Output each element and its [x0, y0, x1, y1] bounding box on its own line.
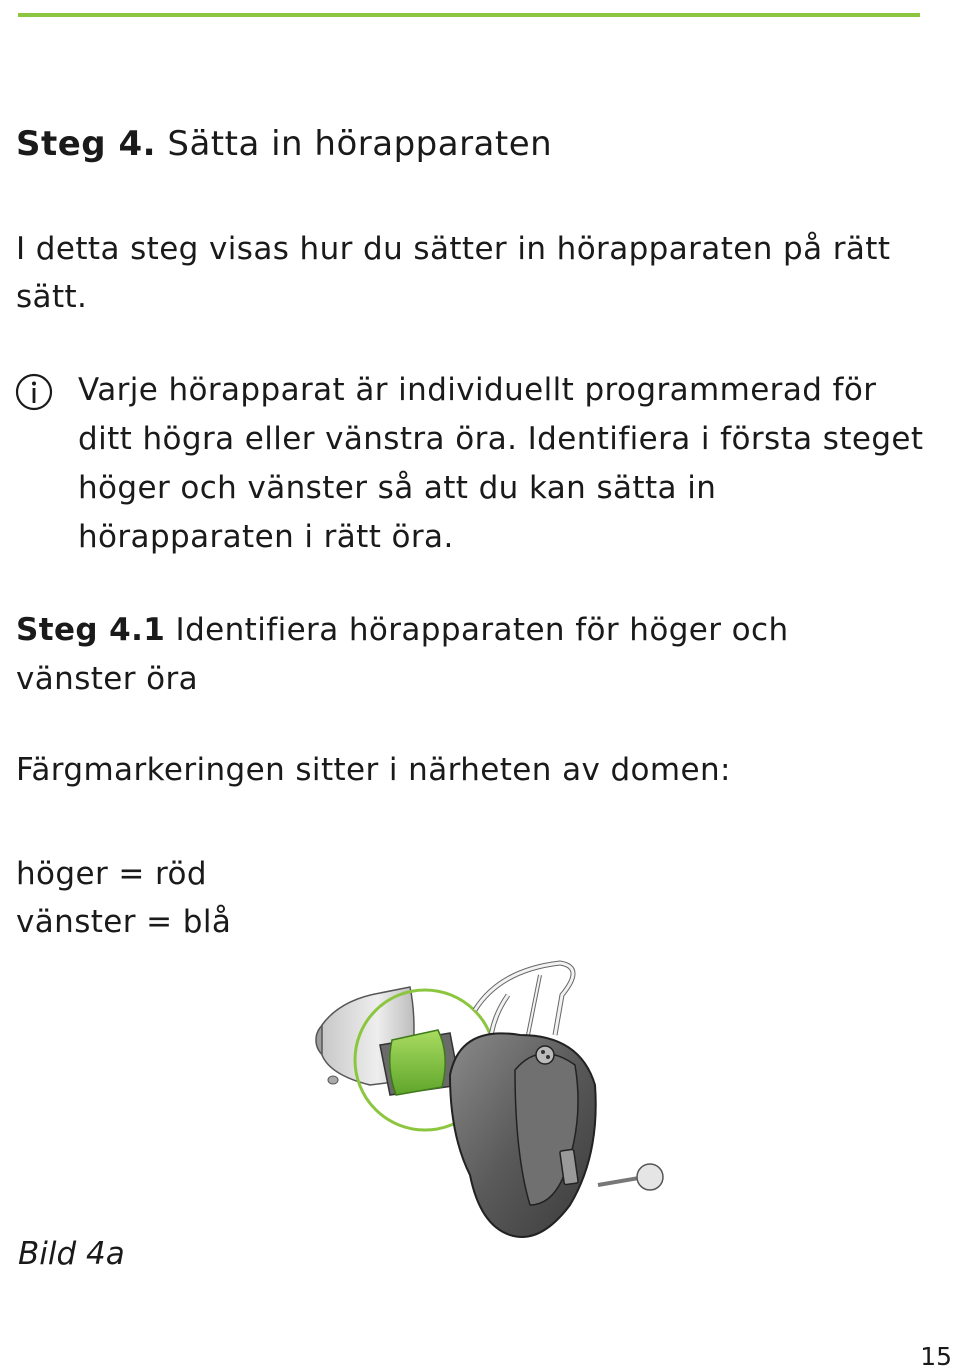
green-color-marker	[390, 1030, 445, 1095]
color-marking-text: Färgmarkeringen sitter i närheten av domen:	[16, 752, 731, 788]
hearing-aid-illustration	[300, 955, 700, 1255]
substep-number: Steg 4.1	[16, 612, 166, 648]
info-icon	[14, 372, 54, 412]
color-legend	[16, 850, 231, 946]
color-left-line: vänster = blå	[16, 904, 232, 940]
page-number: 15	[920, 1342, 952, 1371]
substep-title: Identifiera hörapparaten för höger och vänster öra	[16, 612, 789, 697]
color-right-line: höger = röd	[16, 856, 207, 892]
device-body	[450, 1033, 596, 1237]
intro-paragraph: I detta steg visas hur du sätter in hörapparaten på rätt sätt.	[16, 231, 891, 315]
figure-caption: Bild 4a	[18, 1236, 125, 1272]
removal-string	[598, 1164, 663, 1190]
top-green-rule	[18, 13, 920, 17]
info-note-text: Varje hörapparat är individuellt programmerad för ditt högra eller vänstra öra. Identifiera i första steget höger och vänster så att du kan sätta in hörapparaten i rätt öra.	[78, 372, 924, 555]
heading-step-number: Steg 4.	[16, 124, 157, 164]
section-heading	[16, 124, 552, 164]
substep-heading	[16, 606, 916, 704]
heading-title: Sätta in hörapparaten	[167, 124, 553, 164]
